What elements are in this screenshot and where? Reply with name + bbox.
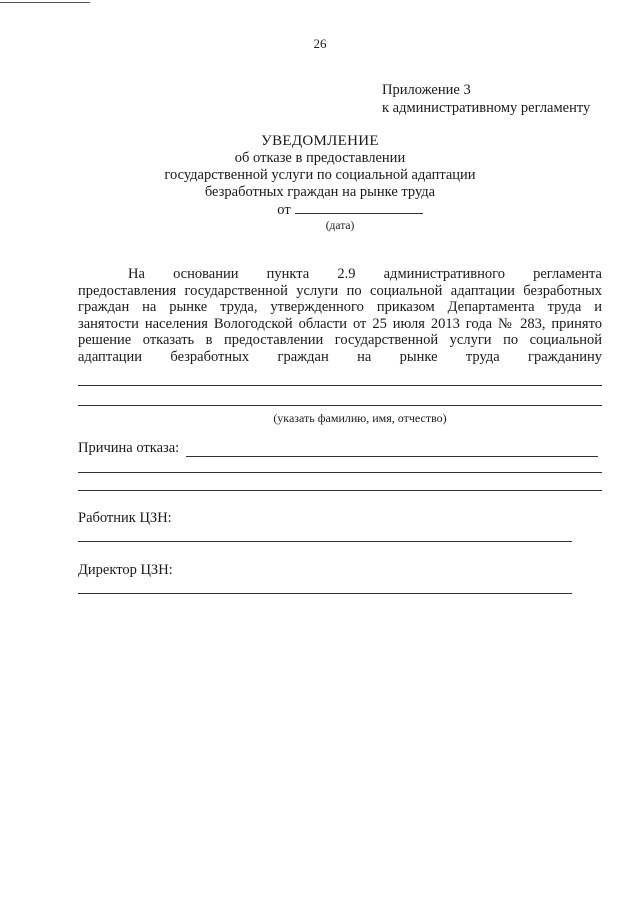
title-main: УВЕДОМЛЕНИЕ (261, 133, 379, 149)
para-line-3: граждан на рынке труда, утвержденного приказом Департамента труда и (78, 299, 602, 316)
reason-line-1 (186, 456, 598, 457)
para-word: административного (383, 266, 505, 282)
document-title (0, 133, 640, 219)
appendix-header (382, 81, 590, 117)
para-line-5: решение отказать в предоставлении государственной услуги по социальной (78, 332, 602, 349)
title-line-2: об отказе в предоставлении (234, 150, 406, 166)
date-field-line (295, 201, 423, 214)
appendix-number: Приложение 3 (382, 82, 471, 98)
para-word: безработных (170, 348, 250, 365)
para-word: труда (465, 348, 500, 365)
para-word: На (128, 266, 145, 282)
worker-label: Работник ЦЗН: (78, 510, 172, 526)
para-word: гражданину (528, 348, 602, 365)
title-line-3: государственной услуги по социальной адаптации (164, 167, 476, 183)
director-label: Директор ЦЗН: (78, 562, 173, 578)
director-signature-line (78, 593, 572, 594)
from-label: от (277, 202, 291, 218)
scan-edge-line (0, 2, 90, 3)
para-word: основании (173, 266, 239, 282)
para-word: пункта (266, 266, 310, 282)
para-word: рынке (399, 348, 438, 365)
para-word: на (357, 348, 372, 365)
page-number: 26 (313, 36, 327, 51)
fio-line-1 (78, 385, 602, 386)
para-line-6 (78, 349, 602, 366)
decision-paragraph (78, 266, 602, 366)
para-line-2: предоставления государственной услуги по социальной адаптации безработных (78, 282, 602, 299)
title-line-4: безработных граждан на рынке труда (204, 184, 436, 200)
worker-signature-line (78, 541, 572, 542)
para-word: регламента (533, 266, 602, 282)
date-hint (0, 220, 640, 232)
para-word: граждан (277, 348, 329, 365)
para-line-1 (78, 266, 602, 283)
reason-line-3 (78, 490, 602, 491)
fio-line-2 (78, 405, 602, 406)
date-hint-text: (дата) (325, 220, 355, 232)
reason-label: Причина отказа: (78, 440, 180, 456)
appendix-reference: к административному регламенту (382, 100, 591, 116)
para-line-4: занятости населения Вологодской области от 25 июля 2013 года № 283, принято (78, 315, 602, 332)
para-word: адаптации (78, 348, 143, 365)
reason-line-2 (78, 472, 602, 473)
fio-hint: (указать фамилию, имя, отчество) (273, 411, 447, 425)
para-word: 2.9 (337, 266, 356, 282)
date-row (60, 201, 640, 219)
